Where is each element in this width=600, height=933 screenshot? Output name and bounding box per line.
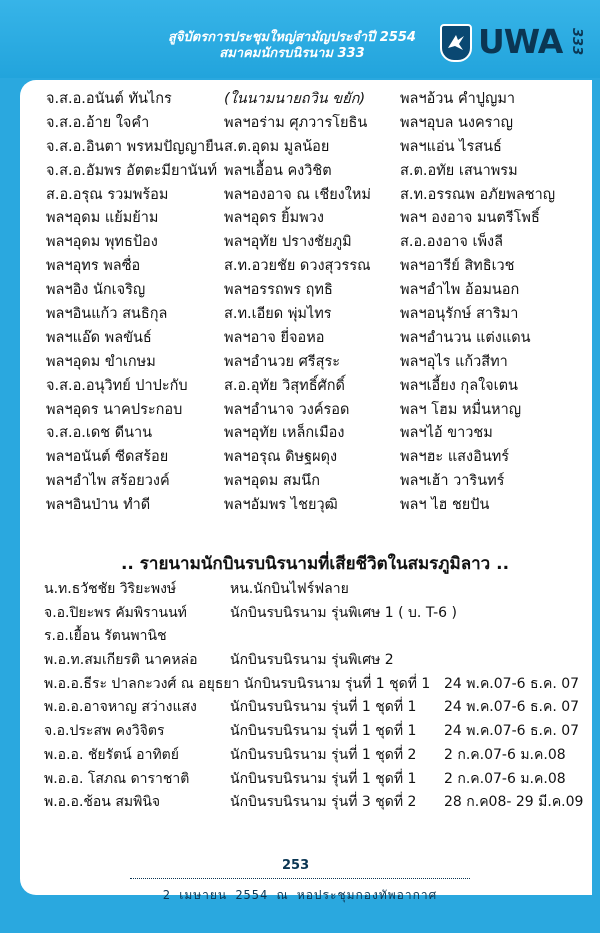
header-title-line2: สมาคมนักรบนิรนาม 333 [219,46,365,61]
logo-number: 333 [569,28,584,56]
name-cell: พลฯอิง นักเจริญ [46,282,146,299]
name-cell: พลฯเอื้อน คงวิชิต [224,162,332,179]
name-cell: ส.ต.อุดม มูลน้อย [224,138,330,155]
name-cell: พลฯแอ๊ด พลขันธ์ [46,329,152,346]
memorial-date: 2 ก.ค.07-6 ม.ค.08 [444,770,566,787]
name-row [46,327,586,351]
name-cell: พลฯอุทร พลซื่อ [46,258,141,275]
memorial-date: 24 พ.ค.07-6 ธ.ค. 07 [444,699,580,716]
name-cell: พลฯอำไพ อ้อมนอก [400,282,520,299]
name-cell: ส.อ.องอาจ เพ็งลี [400,234,504,251]
name-cell: พลฯอำไพ สร้อยวงค์ [46,473,170,490]
name-cell: จ.ส.อ.อินตา พรหมปัญญายืน [46,138,224,155]
memorial-name: จ.อ.ประสพ คงวิจิตร [44,723,165,740]
name-cell: พลฯอุดม สมนึก [224,473,320,490]
name-cell: พลฯอรุณ ดิษฐผดุง [224,449,338,466]
memorial-row [44,578,589,602]
memorial-list [44,578,589,815]
section-title: .. รายนามนักบินรบนิรนามที่เสียชีวิตในสมรภูมิลาว .. [120,554,510,574]
names-list [46,88,586,518]
memorial-course: นักบินรบนิรนาม รุ่นที่ 1 ชุดที่ 1 [230,699,417,716]
name-cell: พลฯเอี้ยง กุลใจเตน [400,377,518,394]
name-cell: พลฯอุดม แย้มย้าม [46,210,159,227]
header-banner [0,0,600,78]
footer-text: 2 เมษายน 2554 ณ หอประชุมกองทัพอากาศ [162,888,438,902]
name-cell: พลฯเฮ้า วารินทร์ [400,473,505,490]
memorial-name: ร.อ.เยื้อน รัตนพานิช [44,628,167,645]
memorial-name: พ.อ.อ.อาจหาญ สว่างแสง [44,699,197,716]
name-cell: ส.ต.อทัย เสนาพรม [400,162,518,179]
header-titles [168,30,416,62]
name-row [46,303,586,327]
memorial-course: นักบินรบนิรนาม รุ่นพิเศษ 2 [230,652,394,669]
name-row [46,470,586,494]
memorial-name: พ.อ.ท.สมเกียรติ นาคหล่อ [44,652,198,669]
name-row [46,160,586,184]
footer-divider [130,878,470,879]
name-row [46,136,586,160]
memorial-course: นักบินรบนิรนาม รุ่นพิเศษ 1 ( บ. T-6 ) [230,604,457,621]
name-cell: ส.ท.อรรณพ อภัยพลชาญ [400,186,556,203]
name-cell: พลฯอัมพร ไชยวุฒิ [224,497,338,514]
logo-text: UWA [478,22,563,61]
name-row [46,351,586,375]
footer [0,848,600,933]
name-cell: พลฯ ไฮ ชยปัน [400,497,490,514]
content-panel [20,80,592,895]
memorial-row [44,744,589,768]
name-cell: พลฯ โฮม หมื่นหาญ [400,401,522,418]
name-cell: ส.อ.อรุณ รวมพร้อม [46,186,169,203]
name-cell: พลฯอรรถพร ฤทธิ [224,282,333,299]
name-row [46,279,586,303]
name-cell: พลฯอินป่าน ทำดี [46,497,151,514]
name-cell: พลฯ องอาจ มนตรีโพธิ์ [400,210,540,227]
name-cell: พลฯฮะ แสงอินทร์ [400,449,510,466]
name-row [46,494,586,518]
name-row [46,184,586,208]
memorial-row [44,791,589,815]
name-cell: พลฯอุดม พุทธป้อง [46,234,158,251]
memorial-name: พ.อ.อ. โสภณ ดาราชาติ [44,770,190,787]
name-cell: จ.ส.อ.อนุวิทย์ ปาปะกับ [46,377,188,394]
name-cell: พลฯอ้วน คำปูญมา [400,91,516,107]
name-cell: พลฯอารีย์ สิทธิเวช [400,258,515,275]
name-cell: (ในนามนายถวิน ขยัก) [224,91,366,107]
memorial-row [44,768,589,792]
memorial-row [44,649,589,673]
memorial-course: นักบินรบนิรนาม รุ่นที่ 1 ชุดที่ 1 [230,770,417,787]
name-cell: ส.ท.เอียด พุ่มไทร [224,306,332,323]
memorial-name: จ.อ.ปิยะพร คัมพิรานนท์ [44,604,187,621]
name-cell: ส.อ.อุทัย วิสุทธิ์ศักดิ์ [224,377,345,394]
memorial-name: พ.อ.อ.ช้อน สมพินิจ [44,794,161,811]
name-cell: พลฯไอ้ ขาวชม [400,425,493,442]
memorial-date: 28 ก.ค08- 29 มี.ค.09 [444,794,584,811]
name-cell: พลฯอินแก้ว สนธิกุล [46,306,168,323]
name-cell: พลฯอุทัย ปรางชัยภูมิ [224,234,352,251]
name-cell: พลฯอุไร แก้วสีทา [400,353,508,370]
name-cell: พลฯอาจ ยี่จอหอ [224,329,325,346]
name-cell: จ.ส.อ.อ้าย ใจคำ [46,114,150,131]
name-row [46,375,586,399]
emblem-icon [440,24,472,62]
name-row [46,231,586,255]
name-cell: พลฯอนุรักษ์ สาริมา [400,306,519,323]
name-row [46,422,586,446]
name-cell: พลฯอำนวย ศรีสุระ [224,353,341,370]
memorial-name: พ.อ.อ.ธีระ ปาลกะวงศ์ ณ อยุธยา นักบินรบนิรนาม รุ่นที่ 1 ชุดที่ 1 [44,675,431,692]
memorial-date: 24 พ.ค.07-6 ธ.ค. 07 [444,723,580,740]
memorial-name: พ.อ.อ. ชัยรัตน์ อาทิตย์ [44,746,179,763]
memorial-course: หน.นักบินไฟร์ฟลาย [230,581,349,597]
name-row [46,88,586,112]
name-cell: จ.ส.อ.เดช ดีนาน [46,425,153,442]
memorial-date: 2 ก.ค.07-6 ม.ค.08 [444,746,566,763]
name-row [46,207,586,231]
uwa-logo [440,22,590,66]
name-cell: พลฯอำนาจ วงค์รอด [224,401,350,418]
memorial-course: นักบินรบนิรนาม รุ่นที่ 1 ชุดที่ 1 [230,723,417,740]
memorial-row [44,673,589,697]
name-cell: พลฯแอ่น ไรสนธ์ [400,138,502,155]
name-cell: พลฯอุดร ยิ้มพวง [224,210,324,227]
name-row [46,446,586,470]
memorial-course: นักบินรบนิรนาม รุ่นที่ 1 ชุดที่ 2 [230,746,417,763]
memorial-name: น.ท.ธวัชชัย วิริยะพงษ์ [44,581,177,597]
name-cell: พลฯอร่าม ศุภวารโยธิน [224,114,368,131]
name-cell: พลฯอุดม ขำเกษม [46,353,156,370]
name-cell: ส.ท.อวยชัย ดวงสุวรรณ [224,258,371,275]
name-row [46,112,586,136]
name-row [46,399,586,423]
memorial-row [44,602,589,626]
name-cell: จ.ส.อ.อัมพร อัตตะมียานันท์ [46,162,218,179]
name-cell: พลฯอำนวน แต่งแดน [400,329,531,346]
name-cell: จ.ส.อ.อนันต์ ทันไกร [46,91,172,107]
memorial-row [44,720,589,744]
name-row [46,255,586,279]
name-cell: พลฯอุบล นงคราญ [400,114,513,131]
name-cell: พลฯอนันต์ ซีดสร้อย [46,449,169,466]
name-cell: พลฯอุดร นาคประกอบ [46,401,183,418]
memorial-course: นักบินรบนิรนาม รุ่นที่ 3 ชุดที่ 2 [230,794,417,811]
memorial-date: 24 พ.ค.07-6 ธ.ค. 07 [444,675,580,692]
memorial-row [44,696,589,720]
page-number: 253 [282,858,310,873]
name-cell: พลฯองอาจ ณ เชียงใหม่ [224,186,371,203]
header-title-line1: สูจิบัตรการประชุมใหญ่สามัญประจำปี 2554 [168,30,416,45]
name-cell: พลฯอุทัย เหล็กเมือง [224,425,345,442]
memorial-row [44,625,589,649]
